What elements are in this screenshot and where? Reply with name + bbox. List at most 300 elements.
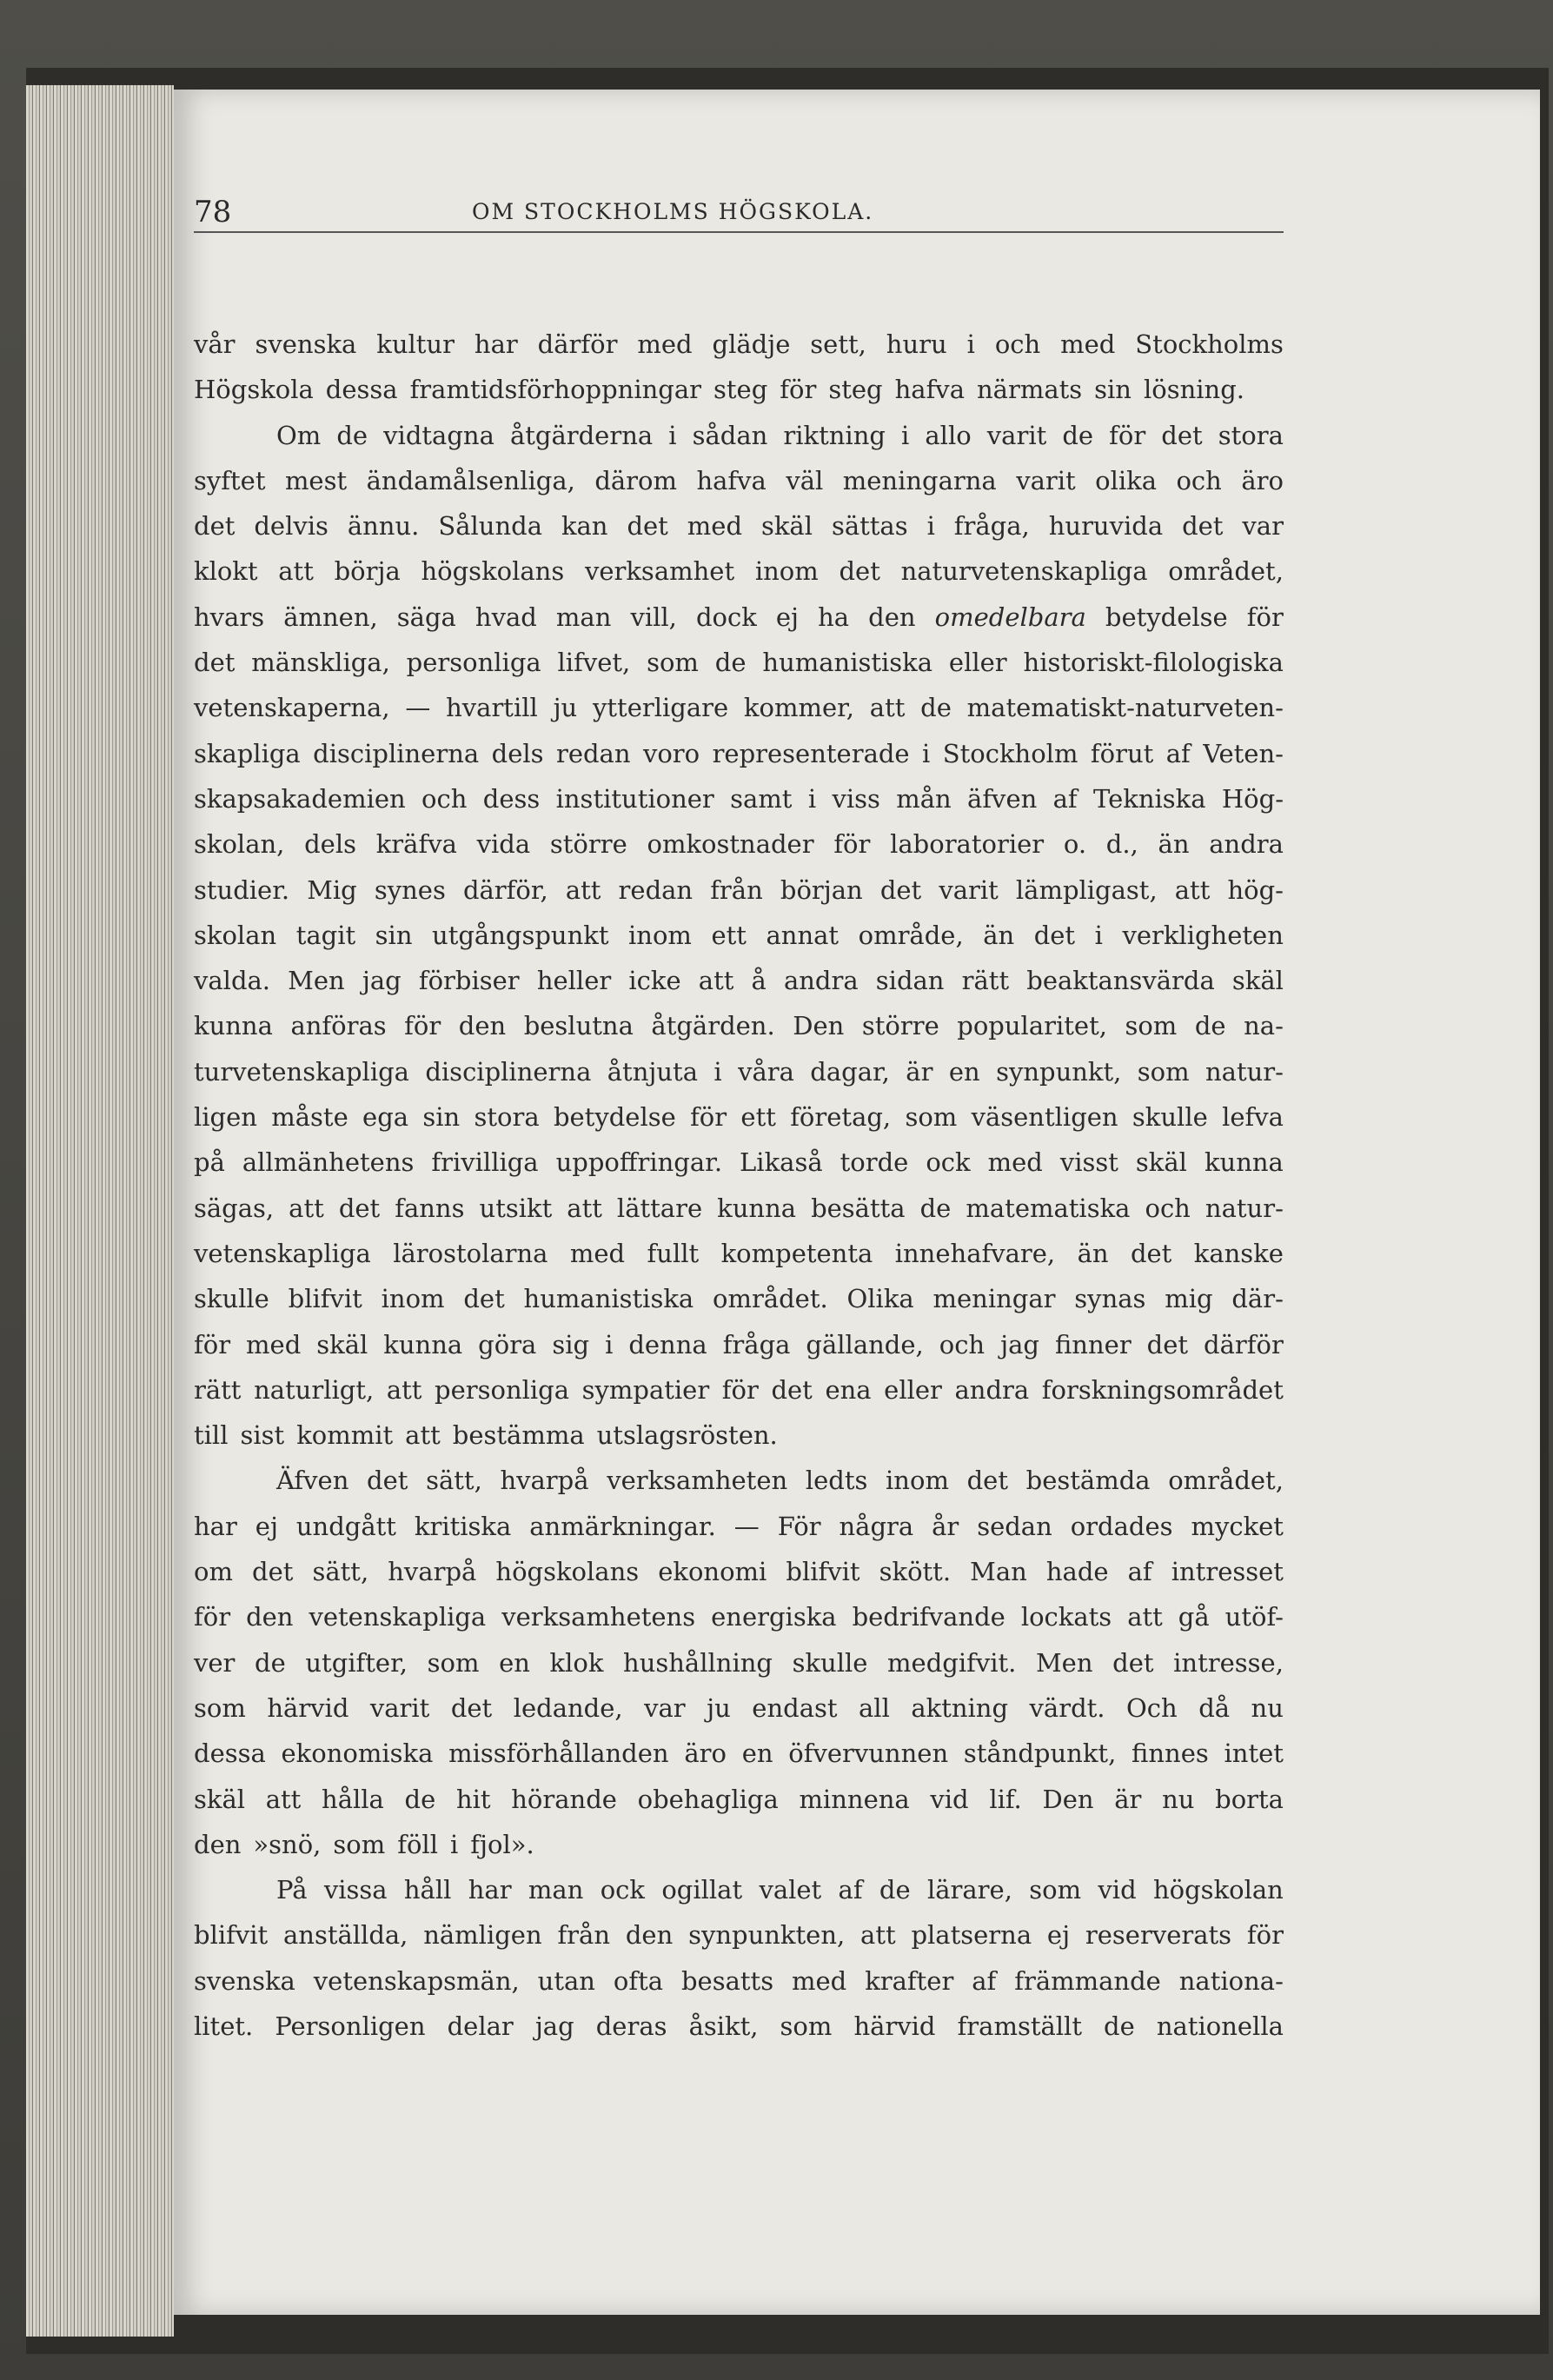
word: vetenskapliga	[309, 1602, 487, 1632]
word: ekonomi	[658, 1557, 767, 1587]
word: öfvervunnen	[788, 1738, 949, 1769]
word: natur-	[1205, 1193, 1284, 1223]
word: representerade	[712, 738, 910, 768]
word: om	[194, 1557, 233, 1587]
word: d.,	[1105, 829, 1138, 860]
word: några	[839, 1511, 914, 1541]
word: blifvit	[786, 1557, 860, 1587]
word: krafter	[865, 1965, 954, 1996]
word: till	[194, 1420, 229, 1451]
word: voro	[642, 738, 700, 768]
word: ock	[600, 1875, 645, 1905]
word: syftet	[194, 465, 266, 495]
word: humanistiska	[523, 1284, 694, 1314]
word: o.	[1063, 829, 1087, 860]
word: gå	[1178, 1602, 1210, 1632]
word: hvarpå	[388, 1557, 477, 1587]
word: humanistiska	[762, 648, 933, 678]
word: Sålunda	[438, 511, 542, 542]
word: anställda,	[282, 1920, 408, 1951]
word: torde	[840, 1147, 909, 1178]
word: dessa	[325, 375, 398, 405]
word: i	[668, 420, 677, 450]
word: område,	[858, 920, 964, 950]
word: i	[605, 1329, 614, 1360]
word: hafva	[696, 465, 767, 495]
word: därför	[537, 329, 618, 359]
word: missförhållanden	[448, 1738, 669, 1769]
word: Tekniska	[1093, 783, 1206, 814]
word: i	[713, 1056, 722, 1087]
word: än	[1158, 829, 1190, 860]
word: vetenskaperna,	[194, 693, 390, 723]
word: delvis	[254, 511, 329, 542]
word: vidtagna	[383, 420, 494, 450]
text-line	[194, 1685, 1284, 1731]
word: de	[336, 420, 368, 450]
word: i	[449, 1829, 459, 1859]
text-line	[194, 868, 1284, 913]
word: skapliga	[194, 738, 301, 768]
word: synpunkten,	[688, 1920, 846, 1951]
word: Stockholm	[942, 738, 1078, 768]
word: af	[838, 1875, 863, 1905]
word: som	[1029, 1875, 1082, 1905]
word: med	[987, 1147, 1043, 1178]
word: deras	[595, 2011, 667, 2041]
word: i	[966, 329, 975, 359]
word: varit	[369, 1692, 430, 1723]
word: den	[625, 1920, 674, 1951]
word: skäl	[1231, 966, 1284, 996]
word: som	[194, 1692, 246, 1723]
word: skulle	[194, 1284, 269, 1314]
word: och	[1176, 465, 1222, 495]
word: platserna	[911, 1920, 1032, 1951]
word: huru	[886, 329, 947, 359]
word: då	[1198, 1692, 1231, 1723]
word: Olika	[846, 1284, 914, 1314]
word: sidan	[875, 966, 945, 996]
word: för	[721, 1374, 759, 1405]
word: bestämma	[452, 1420, 585, 1451]
word: de	[1194, 1011, 1226, 1041]
word: att	[869, 693, 906, 723]
word: och	[1145, 1193, 1191, 1223]
word: blifvit	[194, 1920, 269, 1951]
word: redan	[618, 874, 694, 905]
word: det	[627, 511, 668, 542]
word: att	[565, 874, 601, 905]
word: finnes	[1132, 1738, 1209, 1769]
word: åtgärderna	[509, 420, 654, 450]
text-line	[194, 1640, 1284, 1685]
word: vetenskapsmän,	[313, 1965, 520, 1996]
word: na-	[1244, 1011, 1284, 1041]
word: synes	[374, 874, 446, 905]
word: ha	[818, 602, 850, 632]
word: de	[404, 1784, 436, 1814]
word: skäl	[1135, 1147, 1187, 1178]
word: ena	[825, 1374, 872, 1405]
word: att	[567, 1193, 602, 1223]
word: det	[367, 1466, 408, 1496]
word: utslagsrösten.	[596, 1420, 778, 1451]
word: hvad	[475, 602, 537, 632]
word: lärare,	[926, 1875, 1012, 1905]
word: att	[386, 1374, 422, 1405]
word: kultur	[376, 329, 455, 359]
text-line	[194, 1049, 1284, 1094]
word: ännu.	[347, 511, 420, 542]
word: som	[780, 2011, 833, 2041]
text-line	[194, 1731, 1284, 1776]
word: på	[194, 1147, 225, 1178]
word: valda.	[194, 966, 271, 996]
text-line	[194, 1822, 1284, 1867]
word: ock	[926, 1147, 971, 1178]
word: det	[1182, 511, 1224, 542]
word: ju	[553, 693, 578, 723]
text-line	[194, 458, 1284, 503]
word: vid	[1098, 1875, 1137, 1905]
word: det	[1146, 1329, 1189, 1360]
word: att	[1174, 874, 1211, 905]
word: äro	[1241, 465, 1284, 495]
text-line	[194, 1186, 1284, 1231]
word: bestämda	[1025, 1466, 1151, 1496]
word: man	[528, 1875, 584, 1905]
word: Personligen	[275, 2011, 426, 2041]
word: är	[1114, 1784, 1142, 1814]
word: intresse,	[1173, 1647, 1284, 1678]
word: eller	[948, 648, 1007, 678]
word: i	[901, 420, 910, 450]
word: eller	[884, 1374, 942, 1405]
word: vill,	[630, 602, 677, 632]
word: för	[690, 1102, 727, 1133]
word: all	[859, 1692, 890, 1723]
word: finner	[1054, 1329, 1132, 1360]
word: skulle	[792, 1647, 868, 1678]
word: härvid	[267, 1692, 349, 1723]
word: och	[421, 783, 468, 814]
text-line	[194, 1504, 1284, 1549]
word: för	[194, 1329, 231, 1360]
word: utsikt	[479, 1193, 553, 1223]
text-line	[194, 1276, 1284, 1321]
word: ståndpunkt,	[963, 1738, 1117, 1769]
word: kan	[561, 511, 608, 542]
word: lärostolarna	[393, 1238, 548, 1268]
word: sympatier	[581, 1374, 710, 1405]
word: matematiska	[966, 1193, 1131, 1223]
word: ligen	[194, 1102, 257, 1133]
word: stora	[474, 1102, 540, 1133]
word: undgått	[295, 1511, 396, 1541]
word: ett	[740, 1102, 776, 1133]
word: att	[860, 1920, 896, 1951]
word: som	[647, 648, 699, 678]
word: mest	[284, 465, 348, 495]
word: att	[289, 1193, 324, 1223]
word: att	[405, 1420, 441, 1451]
word: år	[932, 1511, 959, 1541]
word: turvetenskapliga	[194, 1056, 409, 1087]
word: sin	[422, 1102, 461, 1133]
word: matematiskt-naturveten-	[966, 693, 1284, 723]
word: visst	[1059, 1147, 1118, 1178]
word: skäl	[760, 511, 813, 542]
word: hushållning	[623, 1647, 773, 1678]
word: omkostnader	[647, 829, 814, 860]
word: klokt	[194, 556, 258, 587]
word: —	[405, 693, 431, 723]
text-line	[194, 367, 1284, 412]
word: i	[807, 783, 817, 814]
word: ytterligare	[593, 693, 729, 723]
word: anföras	[290, 1011, 387, 1041]
word: det	[463, 1284, 505, 1314]
word: det	[1130, 1238, 1172, 1268]
word: att	[1127, 1602, 1163, 1632]
word: det	[1112, 1647, 1154, 1678]
text-line	[194, 503, 1284, 548]
word: Äfven	[276, 1466, 349, 1496]
word: det	[450, 1692, 493, 1723]
word: värdt.	[1029, 1692, 1105, 1723]
word: synas	[1074, 1284, 1146, 1314]
word: från	[710, 874, 763, 905]
body-text	[194, 322, 1284, 2049]
word: lösning.	[1143, 375, 1245, 405]
word: naturligt,	[254, 1374, 375, 1405]
word: inom	[381, 1284, 445, 1314]
word: därom	[594, 465, 677, 495]
word: huruvida	[1048, 511, 1164, 542]
word: beslutna	[523, 1011, 634, 1041]
word: meningarna	[842, 465, 997, 495]
word: af	[1127, 1557, 1152, 1587]
word: den	[458, 1011, 507, 1041]
word: betydelse	[1105, 602, 1228, 632]
page-edges	[26, 85, 174, 2337]
word: för	[1246, 1920, 1284, 1951]
word: skapsakademien	[194, 783, 406, 814]
word: området,	[1168, 556, 1284, 587]
word: det	[252, 1557, 294, 1587]
word: fanns	[395, 1193, 465, 1223]
word: inom	[886, 1466, 949, 1496]
word: denna	[628, 1329, 707, 1360]
text-line	[194, 1777, 1284, 1822]
word: jag	[534, 2011, 574, 2041]
word: därför,	[462, 874, 548, 905]
word: att	[265, 1784, 302, 1814]
word: vår	[194, 329, 236, 359]
word: natur-	[1205, 1056, 1284, 1087]
word: hög-	[1227, 874, 1284, 905]
word: var	[1242, 511, 1284, 542]
word: Den	[1042, 1784, 1094, 1814]
text-line	[194, 913, 1284, 958]
word: kunna	[383, 1329, 463, 1360]
word: hafva	[894, 375, 965, 405]
word: med	[1060, 329, 1116, 359]
word: mänskliga,	[251, 648, 390, 678]
word: bedrifvande	[852, 1602, 1005, 1632]
word: ej	[1046, 1920, 1071, 1951]
text-line	[194, 1367, 1284, 1413]
word: sin	[375, 920, 413, 950]
word: kunna	[717, 1193, 797, 1223]
word: för	[833, 829, 871, 860]
word: väsentligen	[971, 1102, 1118, 1133]
word: våra	[738, 1056, 794, 1087]
word: aktning	[911, 1692, 1009, 1723]
word: förbiser	[418, 966, 520, 996]
word: som	[905, 1102, 958, 1133]
word: åtnjuta	[607, 1056, 698, 1087]
word: hörande	[511, 1784, 617, 1814]
word: omedelbara	[934, 602, 1086, 632]
word: utöf-	[1224, 1602, 1284, 1632]
word: närmats	[976, 375, 1083, 405]
word: kompetenta	[720, 1238, 873, 1268]
page-header	[194, 193, 1284, 233]
word: för	[194, 1602, 231, 1632]
word: Man	[970, 1557, 1027, 1587]
word: klok	[549, 1647, 604, 1678]
word: ledande,	[513, 1692, 623, 1723]
text-line	[194, 413, 1284, 458]
word: riktning	[783, 420, 886, 450]
word: utgångspunkt	[432, 920, 609, 950]
word: svenska	[255, 329, 357, 359]
text-line	[194, 1958, 1284, 2004]
text-line	[194, 1003, 1284, 1048]
word: det	[338, 1193, 381, 1223]
word: jag	[1000, 1329, 1039, 1360]
word: den	[868, 602, 916, 632]
word: sedan	[977, 1511, 1052, 1541]
word: att	[278, 556, 314, 587]
word: lif.	[989, 1784, 1022, 1814]
word: frivilliga	[431, 1147, 539, 1178]
word: endast	[752, 1692, 838, 1723]
word: kunna	[1204, 1147, 1284, 1178]
word: sättas	[831, 511, 908, 542]
word: varit	[986, 420, 1047, 450]
word: kanske	[1193, 1238, 1284, 1268]
word: synpunkt,	[996, 1056, 1122, 1087]
word: besätta	[811, 1193, 906, 1223]
word: ofta	[613, 1965, 664, 1996]
word: Men	[288, 966, 345, 996]
word: rätt	[961, 966, 1010, 996]
word: uppoffringar.	[555, 1147, 723, 1178]
word: tagit	[295, 920, 356, 950]
word: sig	[552, 1329, 590, 1360]
word: de	[255, 1647, 286, 1678]
word: åsikt,	[688, 2011, 759, 2041]
word: heller	[536, 966, 612, 996]
word: reserverats	[1085, 1920, 1232, 1951]
word: personliga	[406, 648, 541, 678]
word: har	[468, 1875, 512, 1905]
text-line	[194, 1549, 1284, 1594]
word: en	[499, 1647, 530, 1678]
word: kommer,	[743, 693, 855, 723]
word: »snö,	[253, 1829, 322, 1859]
word: fråga	[722, 1329, 791, 1360]
text-line	[194, 685, 1284, 730]
word: ega	[362, 1102, 409, 1133]
word: ej	[255, 1511, 278, 1541]
word: Om	[276, 420, 322, 450]
word: verksamhetens	[501, 1602, 696, 1632]
word: skäl	[316, 1329, 368, 1360]
word: Och	[1126, 1692, 1178, 1723]
text-line	[194, 731, 1284, 776]
word: hvartill	[446, 693, 538, 723]
word: meningar	[932, 1284, 1056, 1314]
word: ämnen,	[283, 602, 378, 632]
word: disciplinerna	[425, 1056, 592, 1087]
word: som	[1125, 1011, 1178, 1041]
word: dagar,	[810, 1056, 890, 1087]
word: På	[276, 1875, 308, 1905]
word: den	[194, 1829, 242, 1859]
word: utan	[537, 1965, 595, 1996]
word: mig	[1165, 1284, 1213, 1314]
word: laboratorier	[890, 829, 1045, 860]
word: mycket	[1191, 1511, 1284, 1541]
word: göra	[478, 1329, 537, 1360]
word: svenska	[194, 1965, 295, 1996]
word: de	[1104, 2011, 1135, 2041]
word: som	[333, 1829, 386, 1859]
text-line	[194, 1912, 1284, 1958]
word: medgifvit.	[887, 1647, 1017, 1678]
word: ver	[194, 1647, 236, 1678]
word: Högskola	[194, 375, 314, 405]
word: fråga,	[953, 511, 1030, 542]
word: med	[246, 1329, 302, 1360]
word: icke	[628, 966, 681, 996]
word: det	[194, 511, 236, 542]
word: borta	[1215, 1784, 1284, 1814]
word: de	[879, 1875, 911, 1905]
word: mån	[896, 783, 952, 814]
word: besatts	[680, 1965, 774, 1996]
word: håll	[403, 1875, 452, 1905]
word: härvid	[853, 2011, 936, 2041]
word: främmande	[1014, 1965, 1161, 1996]
word: med	[637, 329, 693, 359]
word: framtidsförhoppningar	[409, 375, 702, 405]
word: För	[777, 1511, 821, 1541]
word: där-	[1231, 1284, 1284, 1314]
word: ändamålsenliga,	[366, 465, 575, 495]
word: dels	[304, 829, 356, 860]
word: hvars	[194, 602, 265, 632]
word: med	[687, 511, 743, 542]
word: det	[966, 1466, 1008, 1496]
word: ledts	[805, 1466, 868, 1496]
text-line	[194, 1867, 1284, 1912]
word: nämligen	[423, 1920, 542, 1951]
